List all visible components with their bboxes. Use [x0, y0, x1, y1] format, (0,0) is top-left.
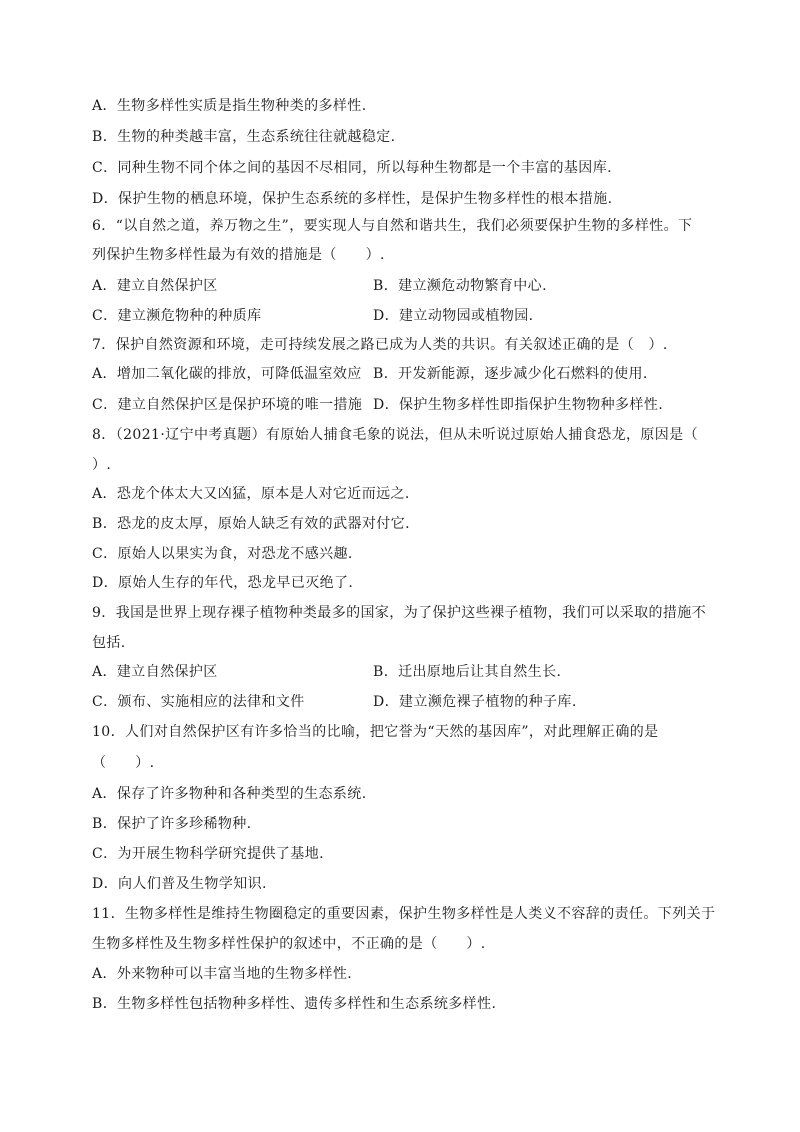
q8-stem-line2: ）. — [92, 457, 112, 473]
q6-option-b: B．建立濒危动物繁育中心. — [373, 278, 547, 294]
q8-stem-line1: 8．（2021·辽宁中考真题）有原始人捕食毛象的说法，但从未听说过原始人捕食恐龙，原因是（ — [92, 427, 698, 443]
q6-option-a: A．建立自然保护区 — [92, 278, 218, 294]
q6-option-d: D．建立动物园或植物园. — [373, 308, 534, 324]
q10-stem-line2: （ ）. — [92, 755, 155, 771]
q11-stem-line2: 生物多样性及生物多样性保护的叙述中，不正确的是（ ）. — [92, 936, 486, 952]
q5-option-c: C．同种生物不同个体之间的基因不尽相同，所以每种生物都是一个丰富的基因库. — [92, 160, 612, 176]
q10-option-b: B．保护了许多珍稀物种. — [92, 816, 252, 832]
q11-option-b: B．生物多样性包括物种多样性、遗传多样性和生态系统多样性. — [92, 996, 497, 1012]
q5-option-a: A．生物多样性实质是指生物种类的多样性. — [92, 98, 367, 114]
q9-stem-line2: 包括. — [92, 635, 126, 651]
q5-option-d: D．保护生物的栖息环境，保护生态系统的多样性，是保护生物多样性的根本措施. — [92, 191, 613, 207]
q9-option-a: A．建立自然保护区 — [92, 664, 218, 680]
q11-option-a: A．外来物种可以丰富当地的生物多样性. — [92, 966, 353, 982]
q9-option-c: C．颁布、实施相应的法律和文件 — [92, 694, 305, 710]
q10-stem-line1: 10．人们对自然保护区有许多恰当的比喻，把它誉为“天然的基因库”，对此理解正确的是 — [92, 724, 659, 740]
q8-option-c: C．原始人以果实为食，对恐龙不感兴趣. — [92, 546, 353, 562]
q8-option-b: B．恐龙的皮太厚，原始人缺乏有效的武器对付它. — [92, 516, 410, 532]
q10-option-c: C．为开展生物科学研究提供了基地. — [92, 846, 324, 862]
q10-option-d: D．向人们普及生物学知识. — [92, 876, 267, 892]
q8-option-d: D．原始人生存的年代，恐龙早已灭绝了. — [92, 575, 354, 591]
q9-option-b: B．迁出原地后让其自然生长. — [373, 664, 562, 680]
q6-option-c: C．建立濒危物种的种质库 — [92, 308, 262, 324]
q9-option-d: D．建立濒危裸子植物的种子库. — [373, 694, 577, 710]
q6-stem-line2: 列保护生物多样性最为有效的措施是（ ）. — [92, 247, 385, 263]
q11-stem-line1: 11．生物多样性是维持生物圈稳定的重要因素，保护生物多样性是人类义不容辞的责任。下列关于 — [92, 906, 716, 922]
q10-option-a: A．保存了许多物种和各种类型的生态系统. — [92, 786, 367, 802]
q5-option-b: B．生物的种类越丰富，生态系统往往就越稳定. — [92, 129, 396, 145]
q7-option-b: B．开发新能源，逐步减少化石燃料的使用. — [373, 366, 648, 382]
q9-stem-line1: 9．我国是世界上现存裸子植物种类最多的国家，为了保护这些裸子植物，我们可以采取的措施不 — [92, 605, 707, 621]
q7-option-a: A．增加二氧化碳的排放，可降低温室效应 — [92, 366, 362, 382]
q8-option-a: A．恐龙个体太大又凶猛，原本是人对它近而远之. — [92, 486, 410, 502]
q7-option-c: C．建立自然保护区是保护环境的唯一措施 — [92, 397, 363, 413]
q7-stem: 7．保护自然资源和环境，走可持续发展之路已成为人类的共识。有关叙述正确的是（ ）. — [92, 337, 668, 353]
q6-stem-line1: 6．“以自然之道，养万物之生”，要实现人与自然和谐共生，我们必须要保护生物的多样性。下 — [92, 218, 693, 234]
q7-option-d: D．保护生物多样性即指保护生物物种多样性. — [373, 397, 664, 413]
